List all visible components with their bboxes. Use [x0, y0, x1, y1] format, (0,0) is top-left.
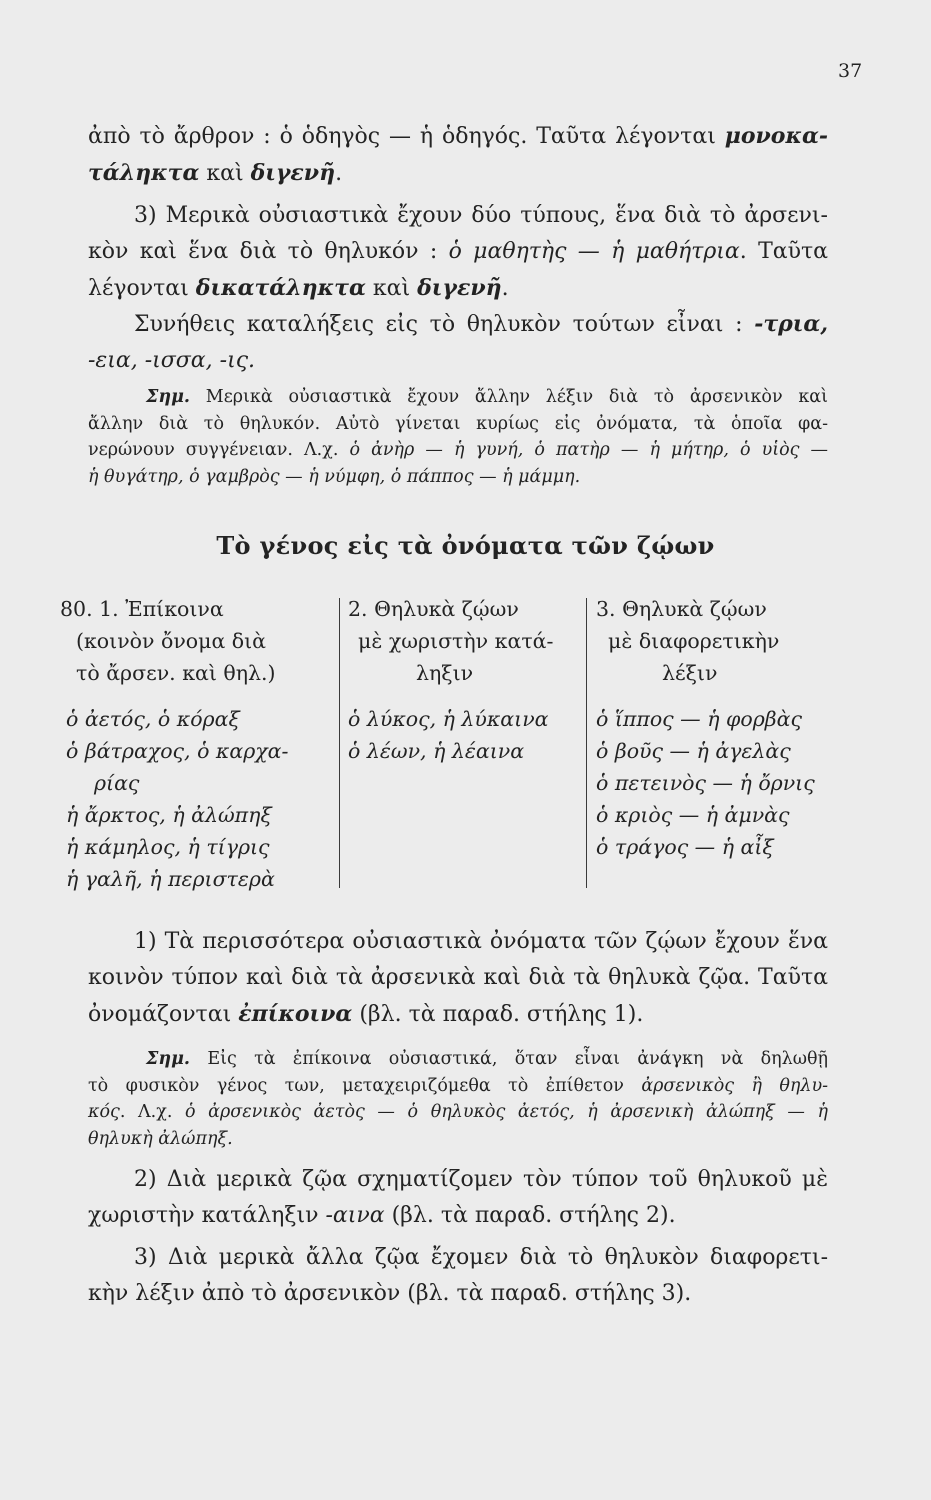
- list-item: ὁ λύκος, ἡ λύκαινα: [348, 707, 549, 731]
- text-line: ἡ θυγάτηρ, ὁ γαμβρὸς — ἡ νύμφη, ὁ πάππος — ἡ μάμμη.: [88, 466, 581, 487]
- column-epikoina: [60, 593, 315, 895]
- paragraph-monokatalikta: [88, 118, 828, 192]
- paragraph-aina: [88, 1162, 828, 1234]
- text-line: Σημ. Μερικὰ οὐσιαστικὰ ἔχουν ἄλλην λέξιν διὰ τὸ ἀρσενικὸν καὶ: [146, 387, 828, 407]
- text-line: κός. Λ.χ. ὁ ἀρσενικὸς ἀετὸς — ὁ θηλυκὸς ἀετός, ἡ ἀρσενικὴ ἀλώπηξ — ἡ: [88, 1102, 828, 1122]
- text-line: νερώνουν συγγένειαν. Λ.χ. ὁ ἀνὴρ — ἡ γυνή, ὁ πατὴρ — ἡ μήτηρ, ὁ υἱὸς —: [88, 440, 828, 460]
- list-item: ὁ βάτραχος, ὁ καρχα-: [66, 739, 289, 763]
- column-divider: [586, 598, 587, 888]
- list-item: ρίας: [94, 771, 140, 795]
- paragraph-different-word: [88, 1240, 828, 1312]
- column-heading: 3. Θηλυκὰ ζῴων μὲ διαφορετικὴν λέξιν: [596, 597, 780, 685]
- list-item: ἡ ἄρκτος, ἡ ἀλώπηξ: [66, 803, 272, 827]
- paragraph-dikatalikta: [88, 198, 828, 307]
- text-line: ἀπὸ τὸ ἄρθρον : ὁ ὁδηγὸς — ἡ ὁδηγός. Ταῦτα λέγονται μονοκα-: [88, 123, 828, 149]
- list-item: ὁ βοῦς — ἡ ἀγελὰς: [596, 739, 791, 763]
- note-natural-gender: [88, 1046, 828, 1152]
- text-line: ὀνομάζονται ἐπίκοινα (βλ. τὰ παραδ. στήλης 1).: [88, 1001, 644, 1027]
- text-line: κὴν λέξιν ἀπὸ τὸ ἀρσενικὸν (βλ. τὰ παραδ. στήλης 3).: [88, 1281, 692, 1306]
- text-line: κοινὸν τύπον καὶ διὰ τὰ ἀρσενικὰ καὶ διὰ τὰ θηλυκὰ ζῷα. Ταῦτα: [88, 965, 828, 990]
- list-item: ὁ τράγος — ἡ αἶξ: [596, 835, 774, 859]
- column-divider: [339, 598, 340, 888]
- text-line: 3) Διὰ μερικὰ ἄλλα ζῷα ἔχομεν διὰ τὸ θηλυκὸν διαφορετι-: [134, 1245, 828, 1270]
- text-line: -εια, -ισσα, -ις.: [88, 348, 256, 373]
- text-line: τὸ φυσικὸν γένος των, μεταχειριζόμεθα τὸ ἐπίθετον ἀρσενικὸς ἢ θηλυ-: [88, 1075, 829, 1096]
- text-line: ἄλλην διὰ τὸ θηλυκόν. Αὐτὸ γίνεται κυρίως εἰς ὀνόματα, τὰ ὁποῖα φα-: [88, 413, 828, 434]
- list-item: ὁ ἵππος — ἡ φορβὰς: [596, 707, 802, 731]
- text-line: τάληκτα καὶ διγενῆ.: [88, 160, 343, 186]
- text-line: 3) Μερικὰ οὐσιαστικὰ ἔχουν δύο τύπους, ἕνα διὰ τὸ ἀρσενι-: [134, 203, 828, 228]
- list-item: ὁ ἀετός, ὁ κόραξ: [66, 707, 240, 731]
- column-items: [596, 703, 846, 863]
- text-line: θηλυκὴ ἀλώπηξ.: [88, 1128, 233, 1149]
- note-other-word: [88, 384, 828, 490]
- column-items: [60, 703, 315, 895]
- section-heading: Τὸ γένος εἰς τὰ ὀνόματα τῶν ζῴων: [216, 531, 715, 560]
- list-item: ἡ γαλῆ, ἡ περιστερὰ: [66, 867, 275, 891]
- list-item: ὁ κριὸς — ἡ ἀμνὰς: [596, 803, 790, 827]
- column-heading: 2. Θηλυκὰ ζῴων μὲ χωριστὴν κατά- ληξιν: [348, 597, 554, 685]
- text-line: Σημ. Εἰς τὰ ἐπίκοινα οὐσιαστικά, ὅταν εἶναι ἀνάγκη νὰ δηλωθῇ: [146, 1049, 828, 1069]
- column-thylika-lexi: [596, 593, 846, 863]
- paragraph-epikoina: [88, 924, 828, 1033]
- list-item: ὁ λέων, ἡ λέαινα: [348, 739, 525, 763]
- column-items: [348, 703, 583, 767]
- list-item: ὁ πετεινὸς — ἡ ὄρνις: [596, 771, 815, 795]
- text-line: κὸν καὶ ἕνα διὰ τὸ θηλυκόν : ὁ μαθητὴς — ἡ μαθήτρια. Ταῦτα: [88, 239, 828, 264]
- paragraph-endings: [88, 306, 828, 379]
- text-line: 1) Τὰ περισσότερα οὐσιαστικὰ ὀνόματα τῶν ζῴων ἔχουν ἕνα: [134, 929, 828, 954]
- page-number: 37: [838, 60, 863, 82]
- column-heading: 80. 1. Ἐπίκοινα (κοινὸν ὄνομα διὰ τὸ ἄρσεν. καὶ θηλ.): [60, 597, 276, 685]
- list-item: ἡ κάμηλος, ἡ τίγρις: [66, 835, 270, 859]
- text-line: 2) Διὰ μερικὰ ζῷα σχηματίζομεν τὸν τύπον τοῦ θηλυκοῦ μὲ: [134, 1167, 828, 1192]
- text-line: Συνήθεις καταλήξεις εἰς τὸ θηλυκὸν τούτων εἶναι : -τρια,: [134, 311, 828, 337]
- text-line: χωριστὴν κατάληξιν -αινα (βλ. τὰ παραδ. στήλης 2).: [88, 1203, 676, 1228]
- column-thylika-katalixi: [348, 593, 583, 767]
- text-line: λέγονται δικατάληκτα καὶ διγενῆ.: [88, 275, 509, 301]
